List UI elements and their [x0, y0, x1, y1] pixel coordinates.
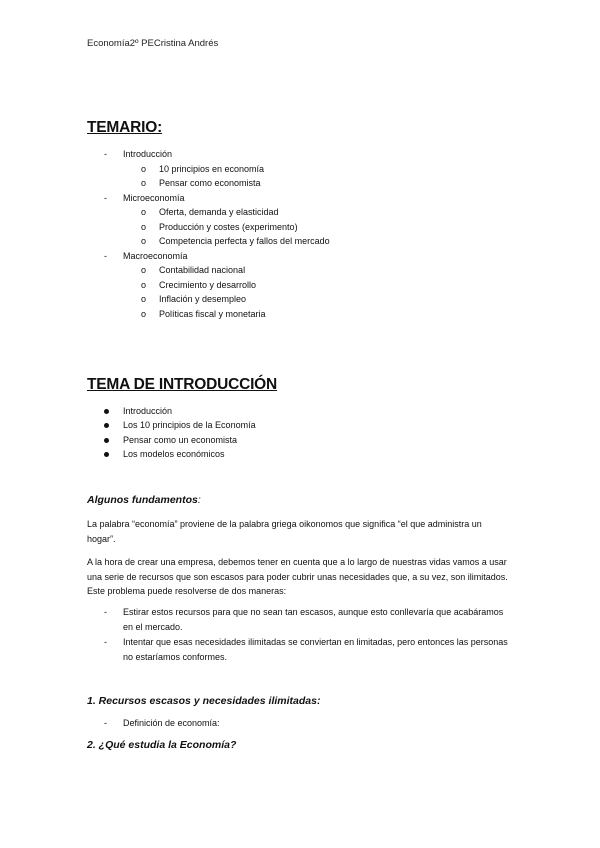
list-item — [0, 635, 600, 664]
bullet-icon — [104, 409, 109, 414]
page-header: Economía2º PECristina Andrés — [87, 38, 219, 49]
list-item-label: Los 10 principios de la Economía — [123, 420, 256, 431]
dash-marker: - — [104, 607, 107, 617]
sub-marker: o — [141, 279, 147, 290]
temario-section — [0, 149, 600, 164]
temario-item-label: Pensar como economista — [159, 178, 261, 188]
temario-item — [0, 178, 600, 193]
temario-list — [0, 149, 600, 323]
list-item-label: Definición de economía: — [123, 718, 220, 728]
temario-section — [0, 193, 600, 208]
temario-item — [0, 222, 600, 237]
temario-item-label: Crecimiento y desarrollo — [159, 279, 257, 290]
temario-item-label: Oferta, demanda y elasticidad — [159, 207, 279, 217]
fundamentos-heading — [87, 494, 201, 506]
sub-marker: o — [141, 308, 147, 319]
dash-marker: - — [104, 718, 107, 728]
temario-section-label: Microeconomía — [123, 192, 185, 203]
bullet-icon — [104, 423, 109, 428]
temario-item-label: Contabilidad nacional — [159, 265, 246, 275]
temario-section — [0, 251, 600, 266]
dash-marker: - — [104, 637, 107, 647]
list-item — [0, 605, 600, 634]
list-item — [0, 435, 600, 449]
temario-item — [0, 294, 600, 309]
options-list — [0, 605, 600, 665]
temario-item — [0, 280, 600, 295]
sub-marker: o — [141, 178, 147, 188]
section1-list — [0, 716, 600, 732]
intro-bullet-list — [0, 406, 600, 463]
dash-marker: - — [104, 250, 107, 261]
temario-item — [0, 265, 600, 280]
list-item — [0, 716, 600, 731]
sub-marker: o — [141, 294, 147, 304]
sub-marker: o — [141, 207, 147, 217]
list-item — [0, 420, 600, 434]
temario-item-label: Políticas fiscal y monetaria — [159, 308, 266, 319]
bullet-icon — [104, 438, 109, 443]
paragraph-problem: A la hora de crear una empresa, debemos tener en cuenta que a lo largo de nuestras vidas vamos a usar una serie de recursos que son escasos para poder cubrir unas necesidades que, a su vez, son ilimitados. Este problema puede resolverse de dos maneras: — [87, 557, 508, 596]
bullet-icon — [104, 452, 109, 457]
temario-item-label: Competencia perfecta y fallos del mercado — [159, 236, 330, 246]
temario-item — [0, 164, 600, 179]
list-item-label: Introducción — [123, 406, 173, 416]
sub-marker: o — [141, 265, 147, 275]
temario-item — [0, 207, 600, 222]
temario-item-label: Inflación y desempleo — [159, 294, 247, 304]
sub-marker: o — [141, 221, 147, 232]
sub-marker: o — [141, 163, 147, 174]
section1-heading: 1. Recursos escasos y necesidades ilimitadas: — [87, 695, 321, 707]
dash-marker: - — [104, 192, 107, 203]
list-item — [0, 449, 600, 463]
list-item-label: Estirar estos recursos para que no sean tan escasos, aunque esto conllevaría que acabáramos en el mercado. — [123, 607, 504, 632]
temario-item — [0, 309, 600, 324]
intro-title: TEMA DE INTRODUCCIÓN — [87, 376, 278, 393]
list-item-label: Intentar que esas necesidades ilimitadas se conviertan en limitadas, pero entonces las personas no estaríamos conformes. — [123, 637, 508, 662]
temario-section-label: Macroeconomía — [123, 250, 188, 261]
list-item-label: Pensar como un economista — [123, 434, 238, 445]
temario-title: TEMARIO: — [87, 119, 163, 136]
list-item-label: Los modelos económicos — [123, 448, 225, 459]
fundamentos-heading-colon: : — [197, 494, 201, 506]
temario-item-label: 10 principios en economía — [159, 163, 265, 174]
paragraph-etymology: La palabra “economía” proviene de la palabra griega oikonomos que significa “el que administra un hogar”. — [87, 519, 482, 544]
list-item — [0, 406, 600, 420]
fundamentos-heading-text: Algunos fundamentos — [87, 494, 198, 506]
temario-item-label: Producción y costes (experimento) — [159, 221, 298, 232]
section2-heading: 2. ¿Qué estudia la Economía? — [87, 739, 237, 751]
temario-item — [0, 236, 600, 251]
dash-marker: - — [104, 149, 107, 159]
temario-section-label: Introducción — [123, 149, 173, 159]
sub-marker: o — [141, 236, 147, 246]
